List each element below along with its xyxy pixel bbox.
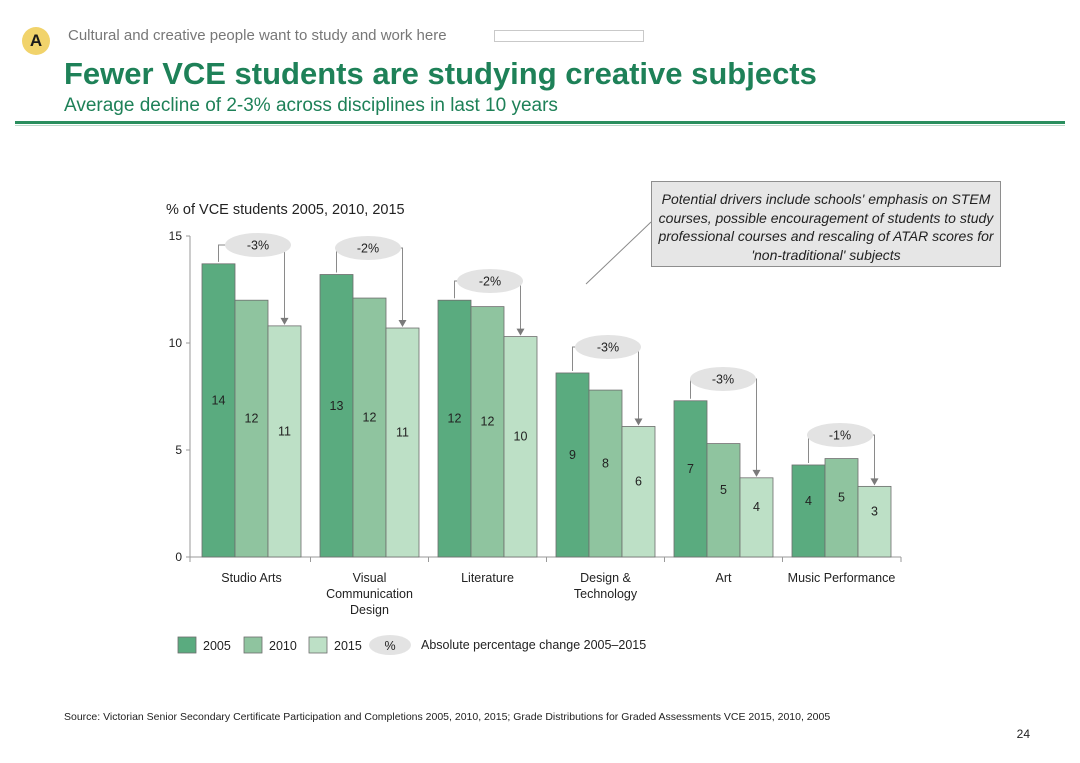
change-arrowhead [753,470,761,477]
bar-value-label: 5 [838,490,845,505]
y-tick-label: 0 [175,550,182,564]
bar-2005 [792,465,825,557]
bar-value-label: 11 [278,424,291,439]
x-category-label: Visual [352,571,387,585]
page-title: Fewer VCE students are studying creative subjects [64,56,817,91]
x-category-label: Art [715,571,732,585]
legend-swatch-2005 [178,637,196,653]
legend-label: 2005 [203,639,231,653]
change-arrowhead [635,418,643,425]
x-category-label: Music Performance [787,571,896,585]
bar-2015 [622,426,655,557]
bar-2005 [556,373,589,557]
bar-value-label: 8 [602,456,609,471]
bar-2010 [707,444,740,557]
x-category-label: Studio Arts [221,571,282,585]
bar-value-label: 11 [396,425,409,440]
legend-label: 2015 [334,639,362,653]
page-subtitle: Average decline of 2-3% across disciplines in last 10 years [64,95,558,116]
change-arrowhead [517,329,525,336]
chart-title: % of VCE students 2005, 2010, 2015 [166,202,405,218]
bar-value-label: 4 [753,500,760,515]
bar-2015 [740,478,773,557]
change-label: -3% [596,340,620,355]
section-label: Cultural and creative people want to study and work here [68,27,447,44]
bar-value-label: 9 [569,448,576,463]
page-number: 24 [1016,727,1030,741]
source-note: Source: Victorian Senior Secondary Certificate Participation and Completions 2005, 2010, 2015; Grade Distributions for Graded Assessments VCE 2015, 2010, 2005 [64,711,831,723]
bar-2005 [674,401,707,557]
y-tick-label: 10 [168,336,182,350]
bar-value-label: 7 [687,461,694,476]
bar-2015 [504,337,537,557]
x-category-label: Technology [573,587,638,601]
bar-value-label: 4 [805,494,812,509]
section-badge: A [22,27,50,55]
change-arrowhead [399,320,407,327]
bar-2015 [858,486,891,557]
bar-2010 [235,300,268,557]
change-label: -2% [356,241,380,256]
legend-change-label: Absolute percentage change 2005–2015 [421,638,647,652]
x-category-label: Design [350,603,389,617]
y-tick-label: 15 [168,229,182,243]
legend-change-symbol: % [384,639,396,653]
callout-pointer [586,222,651,284]
bar-2010 [353,298,386,557]
bar-2015 [268,326,301,557]
bar-value-label: 12 [447,411,462,426]
change-label: -1% [828,428,852,443]
bar-2005 [320,275,353,557]
bar-2010 [589,390,622,557]
change-arrowhead [871,478,879,485]
change-label: -3% [246,238,270,253]
x-category-label: Communication [326,587,413,601]
x-category-label: Literature [461,571,514,585]
bar-value-label: 3 [871,504,878,519]
change-label: -3% [711,372,735,387]
legend-swatch-2010 [244,637,262,653]
bar-value-label: 12 [362,410,377,425]
bar-value-label: 10 [513,429,528,444]
bar-2005 [202,264,235,557]
x-category-label: Design & [580,571,631,585]
bar-value-label: 13 [329,398,344,413]
callout-box: Potential drivers include schools' emphasis on STEM courses, possible encouragement of students to study professional courses and rescaling of ATAR scores for 'non-traditional' subjects [651,181,1001,267]
bar-2005 [438,300,471,557]
bar-2010 [471,307,504,557]
legend-swatch-2015 [309,637,327,653]
y-tick-label: 5 [175,443,182,457]
legend-label: 2010 [269,639,297,653]
change-label: -2% [478,274,502,289]
bar-2010 [825,459,858,557]
bar-2015 [386,328,419,557]
bar-value-label: 12 [244,411,259,426]
bar-value-label: 5 [720,483,727,498]
bar-value-label: 6 [635,474,642,489]
bar-value-label: 14 [211,393,226,408]
change-arrowhead [281,318,289,325]
bar-value-label: 12 [480,414,495,429]
